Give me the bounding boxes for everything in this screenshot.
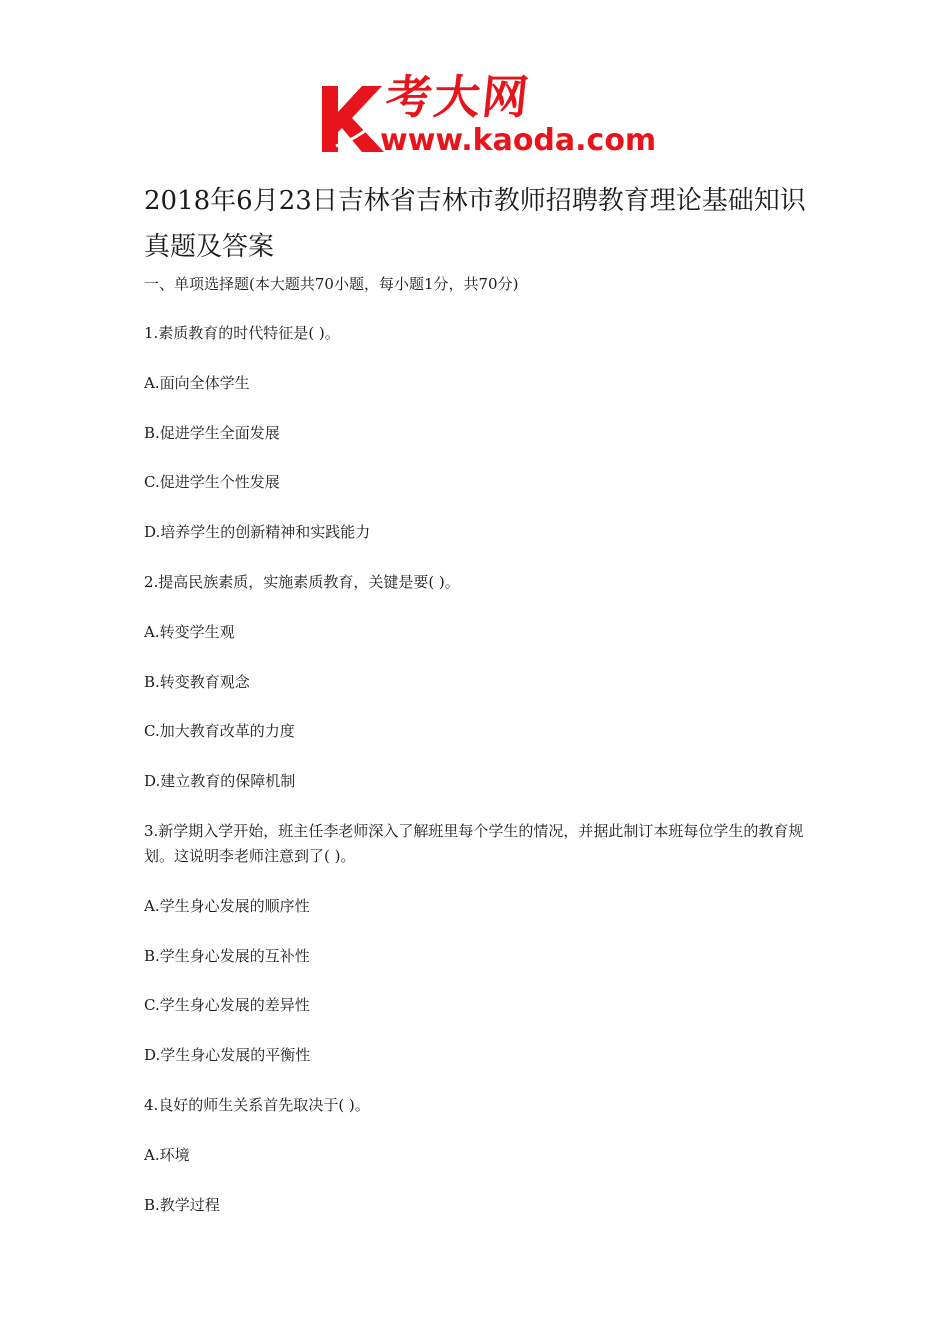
answer-option: B.促进学生全面发展 (144, 423, 280, 442)
title-line-1: 2018年6月23日吉林省吉林市教师招聘教育理论基础知识 (144, 186, 806, 216)
document-title (144, 178, 824, 270)
title-line-2: 真题及答案 (144, 232, 275, 262)
answer-option: A.转变学生观 (144, 622, 235, 641)
answer-option: C.加大教育改革的力度 (144, 722, 295, 741)
answer-option: D.建立教育的保障机制 (144, 772, 296, 791)
answer-option: B.转变教育观念 (144, 672, 250, 691)
answer-option: A.面向全体学生 (144, 373, 250, 392)
question-stem: 1.素质教育的时代特征是( )。 (144, 324, 340, 342)
logo-url-text: www.kaoda.com (380, 123, 657, 158)
answer-option: A.环境 (144, 1145, 190, 1164)
question-stem: 2.提高民族素质，实施素质教育，关键是要( )。 (144, 572, 460, 591)
document-body (144, 272, 816, 1242)
answer-option: D.培养学生的创新精神和实践能力 (144, 523, 371, 542)
answer-option: A.学生身心发展的顺序性 (144, 896, 310, 915)
answer-option: B.教学过程 (144, 1195, 220, 1214)
answer-option: C.促进学生个性发展 (144, 473, 280, 492)
answer-option: D.学生身心发展的平衡性 (144, 1046, 311, 1065)
section-heading: 一、单项选择题(本大题共70小题，每小题1分，共70分) (144, 275, 519, 293)
logo-brand-text: 考大网 (383, 70, 533, 124)
answer-option: C.学生身心发展的差异性 (144, 996, 310, 1015)
answer-option: B.学生身心发展的互补性 (144, 946, 310, 965)
kaoda-logo (318, 70, 657, 160)
question-stem: 3.新学期入学开始，班主任李老师深入了解班里每个学生的情况，并据此制订本班每位学生的教育规划。这说明李老师注意到了( )。 (144, 821, 804, 865)
question-stem: 4.良好的师生关系首先取决于( )。 (144, 1095, 370, 1114)
